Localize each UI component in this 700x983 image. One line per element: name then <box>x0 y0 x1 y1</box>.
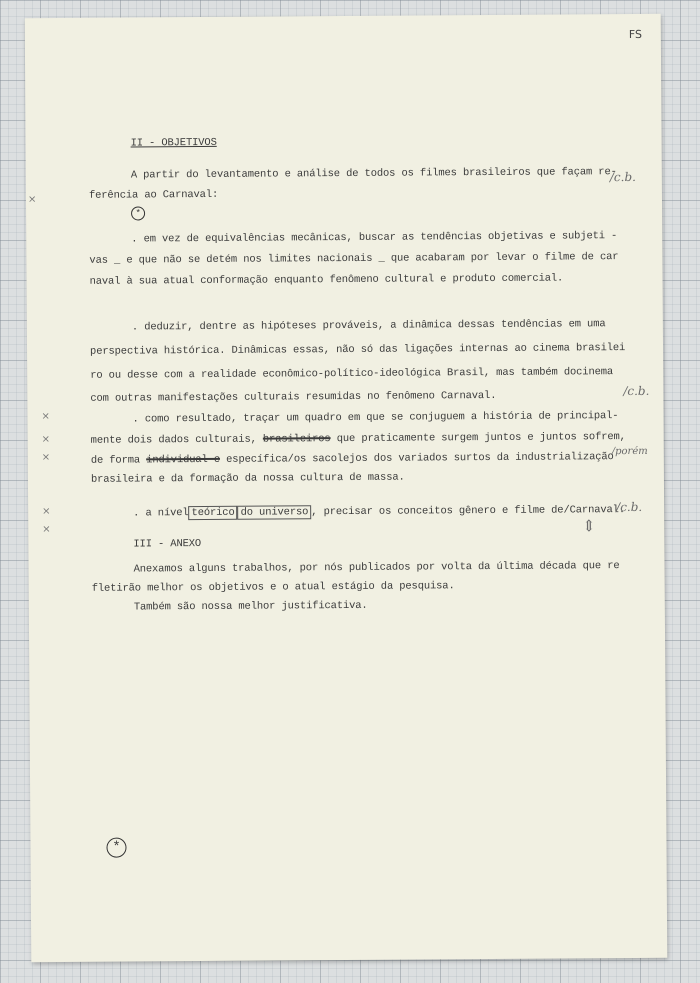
paragraph3-line-3: de forma individual e específica/os sacolejos dos variados surtos da industrialização <box>90 451 614 467</box>
paragraph2-line-1: . deduzir, dentre as hipóteses prováveis, a dinâmica dessas tendências em uma <box>131 318 606 334</box>
double-arrow-icon: ⇕ <box>582 516 596 536</box>
typed-page <box>25 14 668 962</box>
margin-x-mark: × <box>41 411 50 423</box>
section-title-objetivos: II - OBJETIVOS <box>130 136 217 150</box>
paragraph2-line-2: perspectiva histórica. Dinâmicas essas, não só das ligações internas ao cinema brasilei <box>90 342 626 358</box>
margin-note-cb-2: /c.b. <box>623 383 650 399</box>
margin-x-mark: × <box>41 434 51 446</box>
intro-line-1: A partir do levantamento e análise de todos os filmes brasileiros que façam re- <box>130 166 617 182</box>
paragraph2-line-3: ro ou desse com a realidade econômico-político-ideológica Brasil, mas também docinema <box>90 366 614 382</box>
anexo-line-1: Anexamos alguns trabalhos, por nós publicados por volta da última década que re <box>133 560 620 576</box>
margin-note-cb-3: /c.b. <box>616 499 643 515</box>
circled-asterisk-top: * <box>131 206 145 220</box>
margin-note-porem: /porém <box>611 445 648 458</box>
paragraph4-line: . a nível teórico do universo , precisar os conceitos gênero e filme de/Carnaval. <box>133 504 626 520</box>
boxed-phrase-do-universo: do universo <box>238 505 312 520</box>
paragraph2-line-4: com outras manifestações culturais resumidas no fenômeno Carnaval. <box>90 389 497 405</box>
anexo-line-3: Também são nossa melhor justificativa. <box>133 599 368 614</box>
margin-x-mark: × <box>42 506 51 518</box>
page-code: FS <box>628 27 643 42</box>
margin-x-mark: × <box>27 194 37 206</box>
paragraph3-line-1: . como resultado, traçar um quadro em que se conjuguem a história de principal- <box>132 410 619 426</box>
margin-x-mark: × <box>42 524 51 536</box>
margin-note-cb-1: /c.b. <box>609 169 636 185</box>
section-title-anexo: III - ANEXO <box>133 538 202 551</box>
paragraph1-line-2: vas _ e que não se detém nos limites nacionais _ que acabaram por levar o filme de car <box>89 251 619 267</box>
paragraph3-line-4: brasileira e da formação da nossa cultura de massa. <box>90 471 405 486</box>
struck-phrase: individual e <box>146 453 221 467</box>
intro-line-2: ferência ao Carnaval: <box>88 188 219 202</box>
circled-asterisk-bottom: * <box>106 838 126 858</box>
struck-word: brasileiros <box>262 433 331 446</box>
paragraph1-line-3: naval à sua atual conformação enquanto fenômeno cultural e produto comercial. <box>89 272 564 288</box>
paragraph1-line-1: . em vez de equivalências mecânicas, buscar as tendências objetivas e subjeti - <box>131 230 618 246</box>
boxed-word-teorico: teórico <box>188 506 237 520</box>
paragraph3-line-2: mente dois dados culturais, brasileiros que praticamente surgem juntos e juntos sofrem, <box>90 431 626 447</box>
margin-x-mark: × <box>41 452 51 464</box>
anexo-line-2: fletirão melhor os objetivos e o atual estágio da pesquisa. <box>91 580 455 595</box>
